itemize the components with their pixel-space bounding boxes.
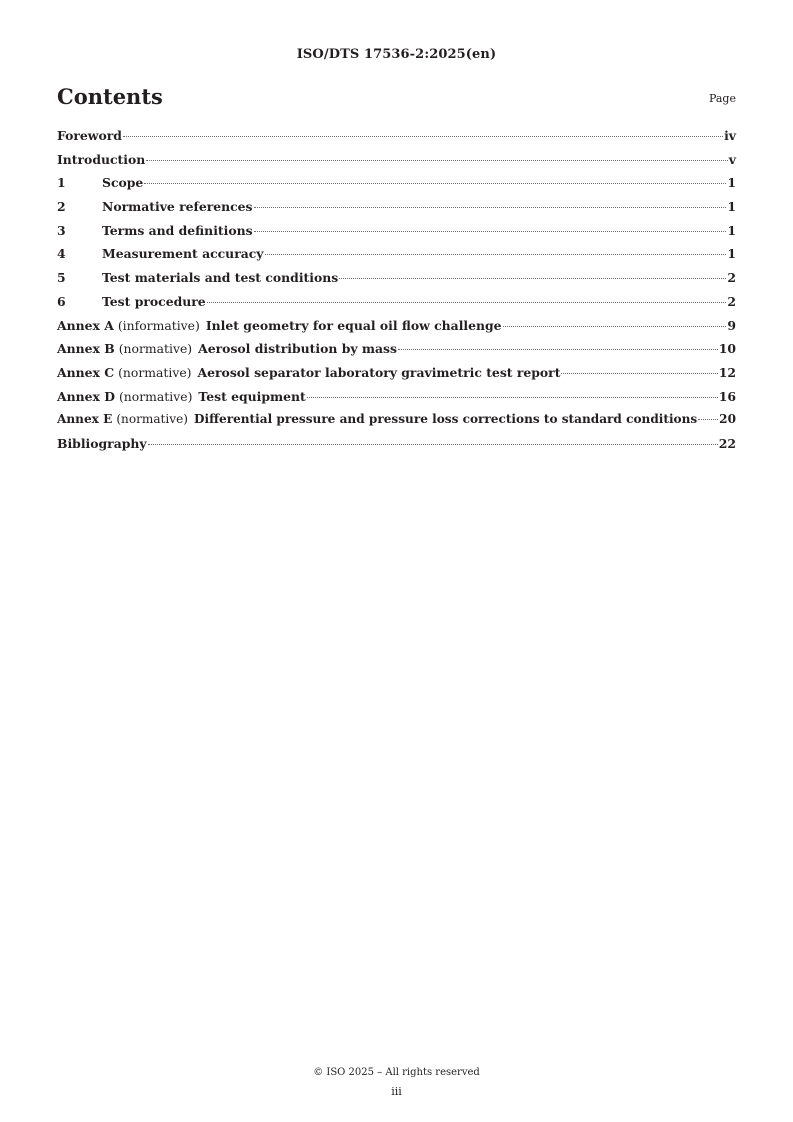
annex-type: (informative)	[117, 317, 200, 333]
annex-type: (normative)	[118, 388, 193, 404]
toc-entry-page: 1	[727, 175, 736, 191]
toc-entry-title: Terms and definitions	[102, 222, 253, 238]
toc-entry-page: 1	[727, 199, 736, 215]
toc-entry-number: 4	[57, 246, 66, 262]
annex-type: (normative)	[118, 341, 193, 357]
dot-leader	[254, 207, 727, 208]
toc-entry-title: Aerosol separator laboratory gravimetric test report	[197, 364, 561, 380]
dot-leader	[144, 183, 726, 184]
document-id: ISO/DTS 17536-2:2025(en)	[296, 47, 497, 62]
dot-leader	[207, 302, 727, 303]
dot-leader	[146, 160, 728, 161]
dot-leader	[265, 254, 727, 255]
toc-entry-bibliography[interactable]	[57, 436, 736, 460]
toc-entry-title: Test equipment	[198, 388, 306, 404]
dot-leader	[307, 397, 718, 398]
toc-entry-number: 3	[57, 222, 66, 238]
annex-label: Annex B	[57, 341, 115, 357]
toc-entry-number: 2	[57, 199, 66, 215]
annex-label: Annex C	[57, 364, 115, 380]
toc-entry-title: Foreword	[57, 128, 122, 143]
toc-entry-introduction[interactable]	[57, 152, 736, 176]
annex-label: Annex E	[57, 412, 113, 427]
dot-leader	[698, 419, 718, 420]
toc-entry-normative-references[interactable]	[57, 199, 736, 223]
toc-entry-foreword[interactable]	[57, 128, 736, 152]
contents-header	[57, 84, 736, 114]
toc-entry-page: 1	[727, 222, 736, 238]
toc-entry-number: 1	[57, 175, 66, 191]
dot-leader	[503, 326, 727, 327]
annex-label: Annex A	[57, 317, 114, 333]
toc-entry-annex-d[interactable]	[57, 389, 736, 413]
annex-label: Annex D	[57, 388, 115, 404]
toc-entry-page: 2	[727, 293, 736, 309]
toc-entry-title: Measurement accuracy	[102, 246, 264, 262]
toc-entry-title: Normative references	[102, 199, 253, 215]
toc-entry-annex-b[interactable]	[57, 341, 736, 365]
annex-type: (normative)	[118, 364, 192, 380]
toc-entry-annex-c[interactable]	[57, 365, 736, 389]
toc-entry-title: Introduction	[57, 151, 146, 167]
dot-leader	[339, 278, 726, 279]
toc-entry-number: 5	[57, 270, 66, 286]
toc-entry-annex-e[interactable]	[57, 412, 736, 436]
contents-title: Contents	[57, 84, 163, 109]
toc-entry-page: 2	[727, 270, 736, 286]
toc-entry-page: 9	[727, 317, 736, 333]
dot-leader	[398, 349, 718, 350]
toc-entry-title: Differential pressure and pressure loss corrections to standard conditions	[194, 412, 698, 427]
toc-entry-page: v	[728, 151, 736, 167]
toc-entry-page: 12	[718, 364, 736, 380]
toc-entry-title: Aerosol distribution by mass	[198, 341, 397, 357]
page-column-label: Page	[708, 92, 736, 105]
toc-entry-title: Test materials and test conditions	[102, 270, 339, 286]
toc-entry-test-materials[interactable]	[57, 270, 736, 294]
table-of-contents	[57, 128, 736, 460]
toc-entry-annex-a[interactable]	[57, 318, 736, 342]
copyright-notice: © ISO 2025 – All rights reserved	[313, 1067, 480, 1078]
toc-entry-page: 22	[718, 435, 736, 451]
toc-entry-number: 6	[57, 293, 66, 309]
toc-entry-scope[interactable]	[57, 175, 736, 199]
toc-entry-title: Bibliography	[57, 435, 147, 451]
toc-entry-page: iv	[724, 128, 736, 143]
toc-entry-measurement-accuracy[interactable]	[57, 246, 736, 270]
dot-leader	[254, 231, 727, 232]
toc-entry-title: Scope	[102, 175, 144, 191]
dot-leader	[123, 136, 723, 137]
toc-entry-title: Test procedure	[102, 293, 206, 309]
toc-entry-page: 10	[718, 341, 736, 357]
toc-entry-page: 16	[718, 388, 736, 404]
toc-entry-title: Inlet geometry for equal oil flow challenge	[205, 317, 502, 333]
page-number: iii	[391, 1085, 402, 1098]
toc-entry-page: 20	[719, 412, 736, 427]
annex-type: (normative)	[116, 412, 188, 427]
dot-leader	[148, 444, 718, 445]
toc-entry-terms-and-definitions[interactable]	[57, 223, 736, 247]
toc-entry-test-procedure[interactable]	[57, 294, 736, 318]
toc-entry-page: 1	[727, 246, 736, 262]
dot-leader	[561, 373, 717, 374]
